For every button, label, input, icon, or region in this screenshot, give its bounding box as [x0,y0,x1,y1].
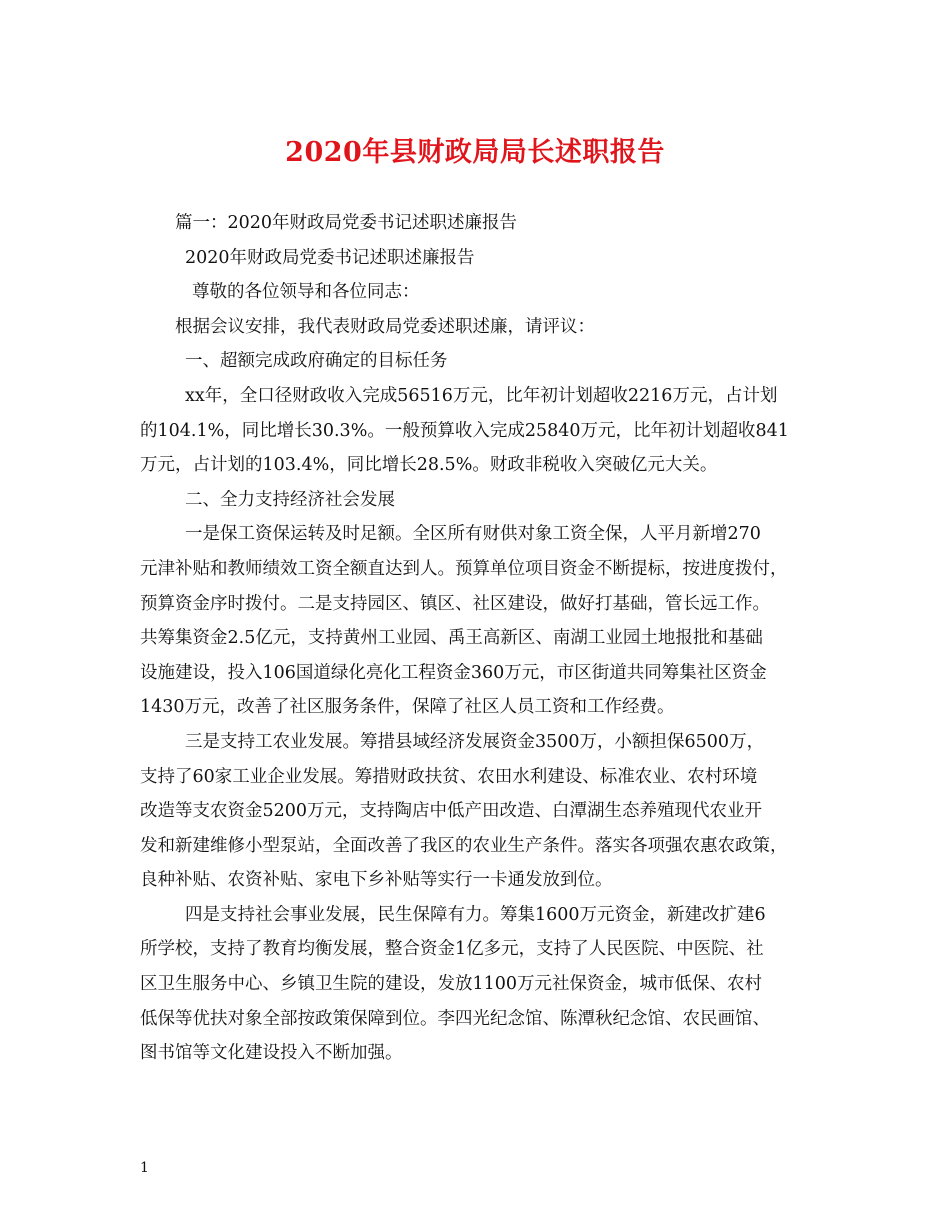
text-line: 尊敬的各位领导和各位同志： [192,282,420,303]
paragraph [140,898,820,1071]
document-title: 2020年县财政局局长述职报告 [285,137,665,168]
text-line: 所学校，支持了教育均衡发展，整合资金1亿多元，支持了人民医院、中医院、社 [140,939,764,960]
text-line: 万元，占计划的103.4%，同比增长28.5%。财政非税收入突破亿元大关。 [140,455,718,476]
section-heading: 二、全力支持经济社会发展 [185,489,395,510]
text-line: 一是保工资保运转及时足额。全区所有财供对象工资全保，人平月新增270 [185,524,761,545]
text-line: 图书馆等文化建设投入不断加强。 [140,1043,403,1064]
text-line: 改造等支农资金5200万元，支持陶店中低产田改造、白潭湖生态养殖现代农业开 [140,801,763,822]
page-number: 1 [140,1160,149,1176]
text-line: 的104.1%，同比增长30.3%。一般预算收入完成25840万元，比年初计划超收841 [140,420,789,441]
text-line: 设施建设，投入106国道绿化亮化工程资金360万元，市区街道共同筹集社区资金 [140,662,767,683]
section-heading: 一、超额完成政府确定的目标任务 [185,351,448,372]
paragraph [140,379,820,483]
text-line: 四是支持社会事业发展，民生保障有力。筹集1600万元资金，新建改扩建6 [185,904,766,925]
paragraph [140,517,820,725]
paragraph [140,725,820,898]
text-line: xx年，全口径财政收入完成56516万元，比年初计划超收2216万元，占计划 [185,385,778,406]
text-line: 预算资金序时拨付。二是支持园区、镇区、社区建设，做好打基础，管长远工作。 [140,593,770,614]
text-line: 发和新建维修小型泵站，全面改善了我区的农业生产条件。落实各项强农惠农政策， [140,835,788,856]
text-line: 1430万元，改善了社区服务条件，保障了社区人员工资和工作经费。 [140,697,675,718]
text-line: 三是支持工农业发展。筹措县域经济发展资金3500万，小额担保6500万， [185,731,765,752]
text-line: 支持了60家工业企业发展。筹措财政扶贫、农田水利建设、标准农业、农村环境 [140,766,758,787]
text-line: 良种补贴、农资补贴、家电下乡补贴等实行一卡通发放到位。 [140,870,613,891]
text-line: 低保等优扶对象全部按政策保障到位。李四光纪念馆、陈潭秋纪念馆、农民画馆、 [140,1008,770,1029]
text-line: 共筹集资金2.5亿元，支持黄州工业园、禹王高新区、南湖工业园土地报批和基础 [140,628,763,649]
text-line: 篇一：2020年财政局党委书记述职述廉报告 [175,213,518,233]
text-line: 元津补贴和教师绩效工资全额直达到人。预算单位项目资金不断提标，按进度拨付， [140,558,788,579]
text-line: 2020年财政局党委书记述职述廉报告 [185,247,475,268]
document-body [140,206,820,1071]
text-line: 区卫生服务中心、乡镇卫生院的建设，发放1100万元社保资金，城市低保、农村 [140,974,763,995]
text-line: 根据会议安排，我代表财政局党委述职述廉，请评议： [175,316,595,337]
